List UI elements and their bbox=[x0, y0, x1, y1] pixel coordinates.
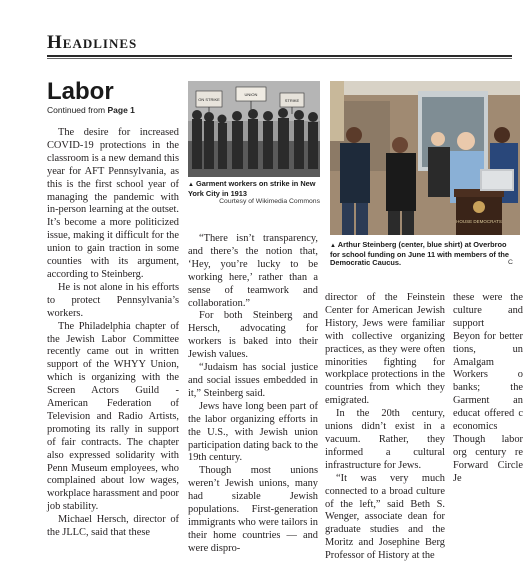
paragraph: The desire for increased COVID-19 protections in the classroom is a new demand this year for AFT Pennsylvania, as this is the first school year of managing the pandemic with in-person learning at the outset. It’s become a more politicized issue, making it difficult for the union to gain traction in some counties with its argument, according to Steinberg. bbox=[47, 127, 179, 280]
press-event-photo-credit: C bbox=[508, 259, 513, 266]
article-column-4 bbox=[453, 292, 523, 486]
sign-text: ON STRIKE bbox=[198, 97, 220, 102]
press-event-photo bbox=[330, 81, 520, 235]
strike-photo-credit: Courtesy of Wikimedia Commons bbox=[219, 198, 320, 205]
continued-page-link[interactable]: Page 1 bbox=[107, 105, 135, 115]
caption-line: Democratic Caucus. bbox=[330, 258, 402, 268]
sign-text: UNION bbox=[244, 92, 258, 97]
article-column-1 bbox=[47, 127, 179, 540]
continued-from bbox=[47, 105, 135, 115]
paragraph: “Judaism has social justice and social issues embedded in it,” Steinberg said. bbox=[188, 362, 318, 399]
paragraph: Though labor org century re Forward Circle Je bbox=[453, 433, 523, 484]
press-event-photo-image bbox=[330, 81, 520, 235]
article-title: Labor bbox=[47, 78, 114, 105]
paragraph: Beyon for better tions, un Amalgam Workers o banks; the Garment an educat offered c economics bbox=[453, 330, 523, 433]
paragraph: director of the Feinstein Center for American Jewish History, Jews were familiar with collective organizing practices, as they were often minorities fighting for workplace protections in the countries from which they emigrated. bbox=[325, 292, 445, 407]
article-column-2 bbox=[188, 233, 318, 556]
paragraph: these were the culture and support bbox=[453, 292, 523, 329]
strike-photo-image bbox=[188, 81, 320, 177]
article-column-3 bbox=[325, 292, 445, 563]
strike-photo bbox=[188, 81, 320, 177]
paragraph: Jews have long been part of the labor organizing efforts in the U.S., with Jewish union participation dating back to the 19th century. bbox=[188, 400, 318, 464]
continued-prefix: Continued from bbox=[47, 105, 108, 115]
paragraph: “There isn’t transparency, and there’s the notion that, ‘Hey, you’re lucky to be working here,’ rather than a sense of teamwork and collaboration.” bbox=[188, 233, 318, 309]
paragraph: The Philadelphia chapter of the Jewish Labor Committee recently came out in written support of the WHYY Union, which is organizing with the Screen Actors Guild - American Federation of Television and Radio Artists, promoting its rally in support of fair contracts. The chapter also expressed solidarity with Penn Museum employees, who complained about low wages, workplace harassment and poor job stability. bbox=[47, 320, 179, 513]
heading-rule bbox=[47, 55, 512, 57]
sign-text: STRIKE bbox=[284, 98, 300, 103]
caption-line: Arthur Steinberg (center, blue shirt) at Overbroo bbox=[337, 240, 507, 249]
paragraph: Michael Hersch, director of the JLLC, said that these bbox=[47, 514, 179, 539]
section-heading: Headlines bbox=[47, 32, 138, 53]
podium-text: HOUSE DEMOCRATS bbox=[456, 219, 502, 224]
press-event-photo-caption bbox=[330, 241, 520, 268]
paragraph: Though most unions weren’t Jewish unions, many had sizable Jewish populations. First-generation immigrants who were tailors in their home countries — and were dispro- bbox=[188, 465, 318, 554]
heading-rule-thin bbox=[47, 58, 512, 59]
caption-text: Garment workers on strike in New York City in 1913 bbox=[188, 179, 316, 198]
paragraph: He is not alone in his efforts to protect Pennsylvania’s workers. bbox=[47, 281, 179, 319]
caption-line: for school funding on June 11 with members of the bbox=[330, 249, 510, 259]
paragraph: For both Steinberg and Hersch, advocating for workers is baked into their Jewish values. bbox=[188, 310, 318, 361]
caption-triangle-icon: ▲ bbox=[330, 243, 336, 249]
paragraph: “It was very much connected to a broad culture of the left,” said Beth S. Wenger, associate dean for graduate studies and the Moritz and Josephine Berg Professor of History at the bbox=[325, 472, 445, 562]
paragraph: In the 20th century, unions didn’t exist in a vacuum. Rather, they informed a cultural infrastructure for Jews. bbox=[325, 408, 445, 471]
strike-photo-caption bbox=[188, 180, 320, 198]
caption-triangle-icon: ▲ bbox=[188, 182, 194, 188]
